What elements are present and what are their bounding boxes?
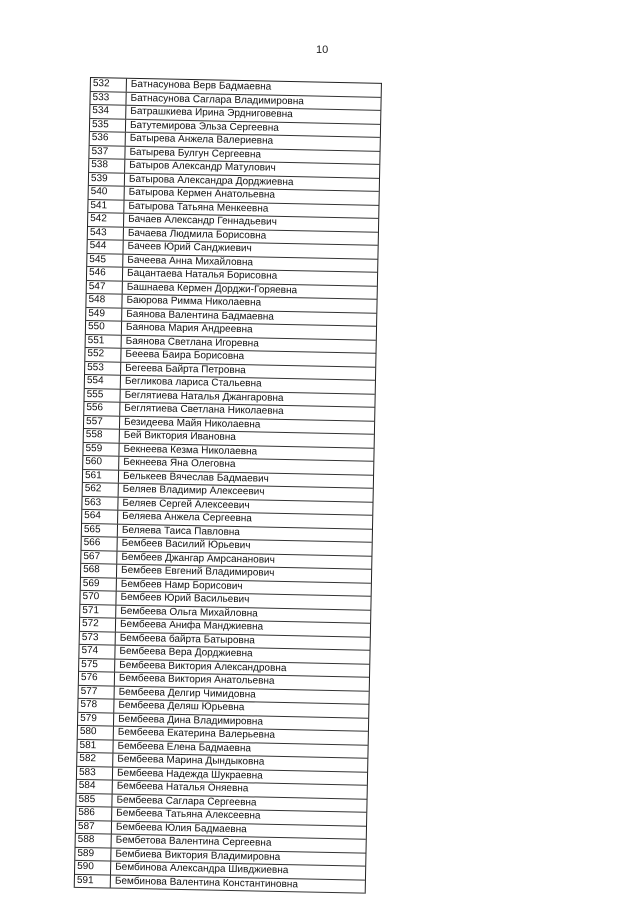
row-number: 549 bbox=[86, 307, 122, 320]
row-number: 543 bbox=[88, 226, 124, 239]
row-number: 536 bbox=[90, 132, 126, 145]
person-name: Бей Виктория Ивановна bbox=[123, 429, 236, 443]
row-number: 576 bbox=[79, 672, 115, 685]
row-number: 535 bbox=[90, 119, 126, 132]
person-name: Бембеева Татьяна Алексеевна bbox=[116, 807, 261, 822]
person-name: Батнасунова Саглара Владимировна bbox=[130, 92, 304, 107]
person-name: Бембеева Елена Бадмаевна bbox=[117, 740, 252, 754]
person-name: Бачеев Юрий Санджиевич bbox=[127, 240, 252, 255]
row-number: 584 bbox=[77, 780, 113, 793]
person-name: Бембеев Юрий Васильевич bbox=[120, 591, 250, 606]
person-name: Батутемирова Эльза Сергеевна bbox=[129, 119, 280, 134]
person-name: Бембеева Екатерина Валерьевна bbox=[117, 726, 276, 741]
row-number: 544 bbox=[87, 240, 123, 253]
person-name: Безидеева Майя Николаевна bbox=[123, 416, 261, 430]
row-number: 578 bbox=[78, 699, 114, 712]
row-number: 572 bbox=[80, 618, 116, 631]
person-name: Башнаева Кермен Дорджи-Горяевна bbox=[126, 281, 298, 296]
name-list-table bbox=[74, 77, 382, 894]
person-name: Бекнеева Кезма Николаевна bbox=[123, 443, 258, 457]
row-number: 552 bbox=[85, 348, 121, 361]
page-number: 10 bbox=[316, 44, 329, 56]
row-number: 538 bbox=[89, 159, 125, 172]
person-name: Беляев Владимир Алексеевич bbox=[122, 483, 265, 498]
person-name: Бембинова Александра Шивджиевна bbox=[115, 861, 289, 877]
person-name: Бембеев Василий Юрьевич bbox=[121, 537, 251, 552]
person-name: Баюрова Римма Николаевна bbox=[126, 294, 262, 309]
person-name: Бембеева Виктория Александровна bbox=[119, 659, 287, 674]
row-number: 540 bbox=[89, 186, 125, 199]
row-number: 554 bbox=[85, 375, 121, 388]
person-name: Батрашкиева Ирина Эрдниговевна bbox=[130, 105, 293, 121]
row-number: 551 bbox=[86, 334, 122, 347]
row-number: 564 bbox=[82, 510, 118, 523]
row-number: 553 bbox=[85, 361, 121, 374]
person-name: Бембетова Валентина Сергеевна bbox=[115, 834, 272, 849]
person-name: Бембеев Намр Борисович bbox=[120, 578, 243, 592]
row-number: 558 bbox=[84, 429, 120, 442]
person-name: Бембиева Виктория Владимировна bbox=[115, 848, 281, 863]
row-number: 579 bbox=[78, 712, 114, 725]
person-name: Беглятиева Наталья Джангаровна bbox=[124, 389, 284, 404]
row-number: 586 bbox=[76, 807, 112, 820]
row-number: 590 bbox=[75, 861, 111, 874]
person-name: Бембеева Виктория Анатольевна bbox=[118, 672, 275, 687]
person-name: Бембеева байрта Батыровна bbox=[119, 632, 255, 646]
person-name: Бембеева Вера Дорджиевна bbox=[119, 645, 253, 660]
row-number: 582 bbox=[77, 753, 113, 766]
row-number: 545 bbox=[87, 253, 123, 266]
person-name: Беляев Сергей Алексеевич bbox=[122, 497, 250, 511]
row-number: 566 bbox=[82, 537, 118, 550]
row-number: 546 bbox=[87, 267, 123, 280]
row-number: 533 bbox=[90, 92, 126, 105]
row-number: 562 bbox=[83, 483, 119, 496]
person-name: Бембеева Делгир Чимидовна bbox=[118, 686, 256, 700]
person-name: Баянова Светлана Игоревна bbox=[125, 335, 259, 349]
person-name: Батырова Кермен Анатольевна bbox=[128, 186, 276, 201]
row-number: 577 bbox=[79, 685, 115, 698]
row-number: 580 bbox=[78, 726, 114, 739]
person-name: Бегликова лариса Стальевна bbox=[124, 375, 262, 390]
person-name: Бембеева Дина Владимировна bbox=[118, 713, 264, 728]
row-number: 589 bbox=[75, 847, 111, 860]
row-number: 542 bbox=[88, 213, 124, 226]
row-number: 567 bbox=[81, 550, 117, 563]
person-name: Бекнеева Яна Олеговна bbox=[123, 456, 236, 470]
row-number: 559 bbox=[83, 442, 119, 455]
row-number: 555 bbox=[84, 388, 120, 401]
person-name: Бацантаева Наталья Борисовна bbox=[126, 267, 278, 282]
person-name: Белькеев Вячеслав Бадмаевич bbox=[122, 470, 269, 485]
row-number: 534 bbox=[90, 105, 126, 118]
row-number: 568 bbox=[81, 564, 117, 577]
person-name: Баянова Мария Андреевна bbox=[125, 321, 253, 336]
person-name: Батырева Булгун Сергеевна bbox=[129, 146, 262, 160]
person-name: Бембеев Евгений Владимирович bbox=[120, 564, 275, 579]
row-number: 573 bbox=[80, 631, 116, 644]
person-name: Батырова Александра Дорджиевна bbox=[128, 173, 294, 188]
person-name: Бачеева Анна Михайловна bbox=[127, 254, 254, 268]
row-number: 550 bbox=[86, 321, 122, 334]
row-number: 587 bbox=[76, 820, 112, 833]
person-name: Бембеева Наталья Оняевна bbox=[116, 780, 249, 795]
row-number: 560 bbox=[83, 456, 119, 469]
person-name: Бембеева Анифа Манджиевна bbox=[119, 618, 264, 633]
person-name: Бембеева Деляш Юрьевна bbox=[118, 699, 245, 714]
row-number: 537 bbox=[89, 146, 125, 159]
row-number: 548 bbox=[86, 294, 122, 307]
person-name: Бееева Баира Борисовна bbox=[125, 348, 245, 363]
row-number: 583 bbox=[77, 766, 113, 779]
row-number: 591 bbox=[75, 874, 111, 887]
row-number: 571 bbox=[80, 604, 116, 617]
row-number: 581 bbox=[77, 739, 113, 752]
row-number: 561 bbox=[83, 469, 119, 482]
row-number: 547 bbox=[87, 280, 123, 293]
row-number: 563 bbox=[82, 496, 118, 509]
person-name: Бембеева Марина Дындыковна bbox=[117, 753, 265, 768]
person-name: Бачаев Александр Геннадьевич bbox=[128, 213, 278, 228]
person-name: Беляева Анжела Сергеевна bbox=[122, 510, 253, 525]
person-name: Беглятиева Светлана Николаевна bbox=[124, 402, 284, 417]
row-number: 574 bbox=[79, 645, 115, 658]
row-number: 532 bbox=[91, 78, 127, 91]
row-number: 569 bbox=[81, 577, 117, 590]
person-name: Батыров Александр Матулович bbox=[129, 159, 276, 174]
person-name: Бембеева Надежда Шукраевна bbox=[116, 767, 263, 782]
row-number: 539 bbox=[89, 173, 125, 186]
row-number: 588 bbox=[76, 834, 112, 847]
row-number: 570 bbox=[80, 591, 116, 604]
person-name: Бембеева Юлия Бадмаевна bbox=[115, 821, 247, 835]
person-name: Батырева Анжела Валериевна bbox=[129, 132, 274, 147]
person-name: Бембинова Валентина Константиновна bbox=[114, 875, 299, 890]
person-name: Баянова Валентина Бадмаевна bbox=[126, 308, 275, 323]
row-number: 557 bbox=[84, 415, 120, 428]
person-name: Бембеева Саглара Сергеевна bbox=[116, 794, 257, 808]
person-name: Бегеева Байрта Петровна bbox=[125, 362, 246, 376]
person-name: Бачаева Людмила Борисовна bbox=[127, 227, 267, 242]
person-name: Батнасунова Верв Бадмаевна bbox=[130, 78, 272, 93]
row-number: 565 bbox=[82, 523, 118, 536]
row-number: 541 bbox=[88, 199, 124, 212]
row-number: 556 bbox=[84, 402, 120, 415]
row-number: 575 bbox=[79, 658, 115, 671]
row-number: 585 bbox=[76, 793, 112, 806]
person-name: Бембеева Ольга Михайловна bbox=[120, 605, 258, 619]
person-name: Беляева Таиса Павловна bbox=[121, 524, 241, 538]
person-name: Батырова Татьяна Менкеевна bbox=[128, 200, 269, 215]
person-name: Бембеев Джангар Амрсананович bbox=[121, 551, 276, 566]
